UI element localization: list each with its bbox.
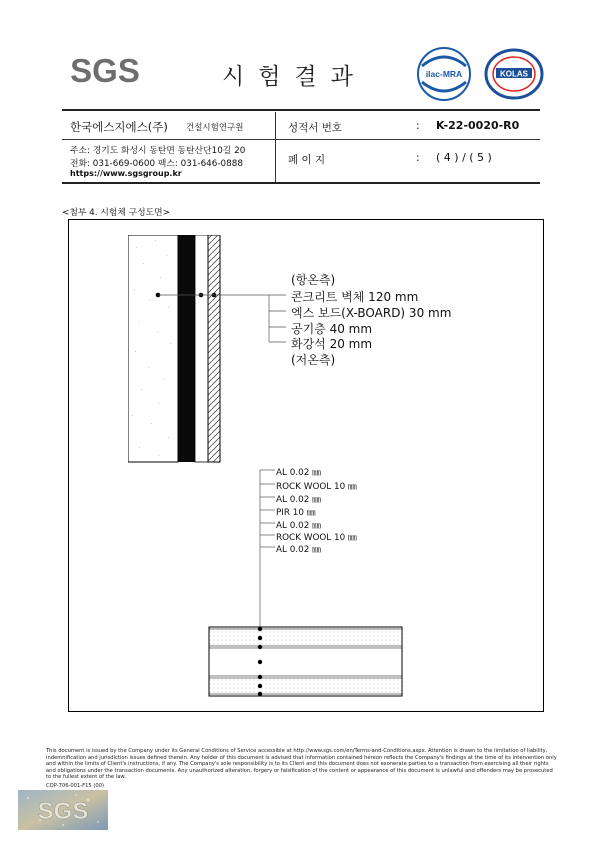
hologram-stamp [18,790,108,830]
svg-text:·: · [158,401,160,407]
board-label: AL 0.02 ㎜ [276,521,321,531]
xboard-layer [178,235,195,462]
report-no-label: 성적서 번호 [288,122,343,134]
rockwool-layer [209,628,402,646]
svg-text:·: · [170,341,172,347]
wall-label: 화강석 20 mm [291,337,373,351]
address: 주소: 경기도 화성시 동탄면 동탄산단10길 20 [70,146,246,156]
wall-section-drawing [128,235,224,463]
kolas-text: KOLAS [500,69,528,79]
svg-text:·: · [160,275,162,281]
page-label: 페 이 지 [288,154,326,166]
svg-text:˙: ˙ [138,447,141,453]
website: https://www.sgsgroup.kr [70,169,182,178]
svg-text:˙: ˙ [156,331,159,337]
bottom-rule [62,182,540,184]
page-title: 시험결과 [222,64,367,90]
svg-text:·: · [168,305,170,311]
ilac-mra-logo [416,46,472,102]
svg-text:˙: ˙ [140,389,143,395]
ilac-text: ilac-MRA [425,69,463,79]
disclaimer-line: indemnification and jurisdiction issues defined therein. Any holder of this document is advised that information contained hereon reflects the Company's findings at the time of its intervention only [46,754,557,761]
svg-text:·: · [136,245,138,251]
board-label: ROCK WOOL 10 ㎜ [276,533,357,543]
svg-text:·: · [158,453,160,459]
department-name: 건설시험연구원 [186,123,244,133]
report-header [62,112,540,182]
xboard-section-drawing [208,626,404,698]
svg-text:·: · [164,377,166,383]
air-layer [195,235,208,462]
svg-text:·: · [138,319,140,325]
header-divider [62,139,540,140]
company-name: 한국에스지에스(주) [70,120,168,134]
disclaimer-footer [46,748,558,790]
wall-label: 공기층 40 mm [291,322,373,336]
board-label: AL 0.02 ㎜ [276,468,321,478]
form-code: COP-706-001-F15 (00) [46,782,105,789]
disclaimer-line: to the fullest extent of the law. [46,774,126,781]
wall-label: (저온측) [291,353,336,367]
disclaimer-line: This document is issued by the Company under its General Conditions of Service accessible at http://www.sgs.com/en/Terms-and-Conditions.aspx. Attention is drawn to the limitation of liability, [46,748,548,754]
svg-text:˙: ˙ [150,423,153,429]
svg-text:˙: ˙ [142,263,145,269]
header-divider [275,112,276,182]
wall-label: 엑스 보드(X-BOARD) 30 mm [291,306,452,320]
svg-text:·: · [134,287,136,293]
wall-label: (항온측) [291,273,336,287]
svg-text:·: · [132,413,134,419]
concrete-layer [128,235,178,462]
wall-label: 콘크리트 벽체 120 mm [291,290,419,304]
page-number: ( 4 ) / ( 5 ) [436,151,492,164]
disclaimer-line: and obligations under the transaction documents. Any unauthorized alteration, forgery or falsification of the content or appearance of this document is unlawful and offenders may be prosecuted [46,767,553,774]
board-label: AL 0.02 ㎜ [276,545,321,555]
disclaimer-line: and within the limits of Client's instructions, if any. The Company's sole responsibility is to its Client and this document does not exonerate parties to a transaction from exercising all their rights [46,761,549,768]
svg-text:˙: ˙ [154,240,157,246]
svg-text:·: · [148,365,150,371]
board-label: AL 0.02 ㎜ [276,495,321,505]
phone-fax: 전화: 031-669-0600 팩스: 031-646-0888 [70,159,243,169]
sgs-logo [66,52,144,90]
top-rule [62,109,540,111]
svg-text:·: · [168,435,170,441]
svg-text:·: · [166,253,168,259]
stamp-text: SGS [37,798,89,825]
kolas-logo [484,48,544,100]
granite-layer [208,235,220,462]
wall-leader-lines [224,270,296,360]
svg-text:˙: ˙ [148,299,151,305]
section-title: <첨부 4. 시험체 구성도면> [62,208,171,218]
report-no-colon: : [416,120,420,132]
board-label: PIR 10 ㎜ [276,508,316,518]
page-colon: : [416,152,420,164]
svg-text:˙: ˙ [134,351,137,357]
board-label: ROCK WOOL 10 ㎜ [276,482,357,492]
logo-text: SGS [70,52,140,89]
rockwool-layer [209,677,402,695]
report-number: K-22-0020-R0 [436,119,520,132]
